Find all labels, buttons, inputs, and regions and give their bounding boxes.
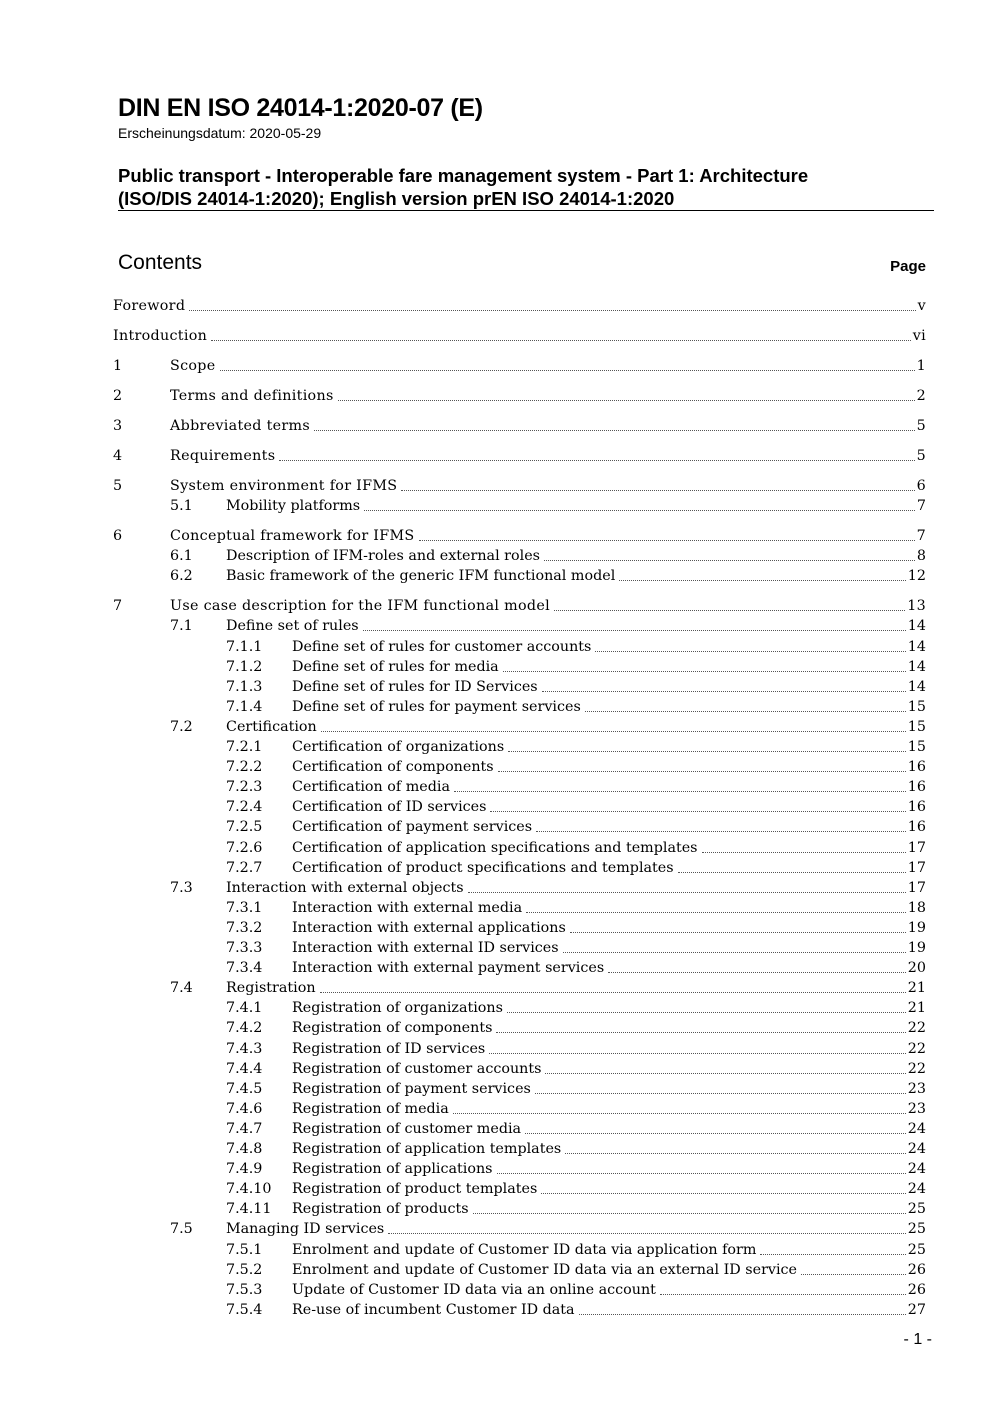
toc-entry[interactable] (0, 446, 992, 466)
toc-leader-dots (678, 871, 906, 873)
toc-entry-title: Terms and definitions (170, 388, 334, 404)
toc-entry-title: Define set of rules for payment services (292, 698, 581, 715)
toc-entry[interactable] (0, 1139, 992, 1159)
toc-entry-title: Certification of application specifications and templates (292, 839, 698, 856)
toc-entry[interactable] (0, 757, 992, 777)
toc-entry-number: 5 (113, 478, 123, 494)
toc-leader-dots (801, 1273, 906, 1275)
toc-entry[interactable] (0, 1018, 992, 1038)
toc-entry-page: vi (912, 328, 926, 344)
toc-leader-dots (490, 810, 905, 812)
toc-entry-title: Interaction with external media (292, 899, 523, 916)
toc-entry-title: Certification of organizations (292, 739, 505, 755)
toc-entry[interactable] (0, 546, 992, 566)
toc-entry-page: 16 (907, 779, 926, 796)
toc-leader-dots (363, 629, 906, 631)
toc-entry-title: Registration of payment services (292, 1080, 531, 1097)
toc-entry[interactable] (0, 596, 992, 616)
toc-entry-page: 25 (907, 1221, 926, 1238)
toc-entry-title: Update of Customer ID data via an online account (292, 1281, 656, 1298)
toc-entry-number: 7.1.4 (226, 698, 263, 715)
toc-entry-number: 7.4.1 (226, 1000, 263, 1017)
toc-entry-page: 5 (916, 448, 926, 464)
toc-entry-number: 5.1 (170, 498, 193, 515)
toc-entry[interactable] (0, 1059, 992, 1079)
toc-entry-page: 27 (907, 1301, 926, 1318)
toc-leader-dots (320, 991, 906, 993)
toc-entry-number: 7.4.2 (226, 1020, 263, 1037)
toc-entry-title: System environment for IFMS (170, 478, 398, 494)
toc-entry-title: Interaction with external payment services (292, 960, 605, 977)
toc-entry-title: Certification of media (292, 779, 451, 796)
toc-leader-dots (503, 670, 906, 672)
toc-entry-number: 7.2.2 (226, 759, 263, 776)
toc-entry[interactable] (0, 898, 992, 918)
toc-entry-title: Registration of ID services (292, 1040, 486, 1057)
toc-entry-number: 7.2.4 (226, 799, 263, 816)
toc-entry[interactable] (0, 356, 992, 376)
toc-entry-page: 26 (907, 1261, 926, 1278)
toc-entry-title: Certification of product specifications and templates (292, 859, 674, 876)
toc-entry-page: 23 (907, 1100, 926, 1117)
toc-leader-dots (541, 1192, 905, 1194)
toc-leader-dots (579, 1313, 906, 1315)
toc-entry-number: 7.2.5 (226, 819, 263, 836)
toc-entry-title: Description of IFM-roles and external roles (226, 548, 540, 565)
toc-entry-page: 7 (916, 498, 926, 515)
toc-leader-dots (608, 971, 906, 973)
toc-entry-number: 6 (113, 528, 123, 545)
toc-leader-dots (496, 1031, 905, 1033)
toc-entry-number: 7.5 (170, 1221, 193, 1238)
page-column-heading: Page (890, 258, 926, 275)
toc-entry[interactable] (0, 1260, 992, 1280)
toc-leader-dots (453, 1112, 906, 1114)
toc-leader-dots (760, 1253, 905, 1255)
toc-entry-title: Abbreviated terms (170, 418, 311, 434)
toc-entry-number: 7.4.11 (226, 1201, 272, 1218)
toc-entry-title: Conceptual framework for IFMS (170, 528, 415, 545)
toc-entry-title: Registration of applications (292, 1161, 493, 1178)
toc-entry[interactable] (0, 326, 992, 346)
toc-entry[interactable] (0, 737, 992, 757)
toc-entry[interactable] (0, 416, 992, 436)
toc-entry-number: 7.4.7 (226, 1120, 263, 1137)
toc-entry-title: Interaction with external applications (292, 919, 566, 936)
toc-entry-title: Registration of products (292, 1201, 469, 1218)
toc-entry-title: Mobility platforms (226, 498, 361, 515)
toc-entry[interactable] (0, 1280, 992, 1300)
toc-entry-title: Scope (170, 358, 216, 374)
toc-leader-dots (536, 830, 906, 832)
toc-entry-title: Re-use of incumbent Customer ID data (292, 1301, 575, 1318)
document-title-line1: Public transport - Interoperable fare management system - Part 1: Architecture (118, 165, 809, 186)
toc-entry[interactable] (0, 1240, 992, 1260)
toc-entry-page: 2 (916, 388, 926, 404)
toc-entry-page: 16 (907, 799, 926, 816)
toc-entry[interactable] (0, 958, 992, 978)
toc-entry-number: 7.4.3 (226, 1040, 263, 1057)
toc-entry-title: Requirements (170, 448, 276, 464)
toc-entry-number: 4 (113, 448, 123, 464)
toc-leader-dots (507, 1011, 906, 1013)
toc-leader-dots (489, 1052, 906, 1054)
toc-entry[interactable] (0, 858, 992, 878)
toc-entry-page: 24 (907, 1161, 926, 1178)
toc-entry-page: 24 (907, 1120, 926, 1137)
toc-entry-page: 1 (916, 358, 926, 374)
toc-entry-title: Certification of payment services (292, 819, 533, 836)
toc-entry-page: 12 (907, 568, 926, 585)
toc-leader-dots (279, 459, 914, 461)
toc-entry[interactable] (0, 697, 992, 717)
toc-entry-page: 19 (907, 940, 926, 956)
toc-entry[interactable] (0, 938, 992, 958)
toc-entry-number: 7.3.3 (226, 940, 263, 956)
toc-entry[interactable] (0, 1199, 992, 1219)
toc-leader-dots (508, 750, 906, 752)
toc-entry-page: 17 (907, 859, 926, 876)
toc-entry-page: v (917, 298, 926, 314)
toc-entry-number: 7.1.3 (226, 678, 263, 695)
toc-entry-page: 25 (907, 1201, 926, 1218)
toc-leader-dots (401, 489, 914, 491)
toc-leader-dots (544, 559, 915, 561)
toc-entry-title: Introduction (113, 328, 208, 344)
toc-leader-dots (585, 710, 906, 712)
toc-entry-number: 7.5.2 (226, 1261, 263, 1278)
toc-entry[interactable] (0, 1119, 992, 1139)
toc-entry[interactable] (0, 878, 992, 898)
toc-entry[interactable] (0, 777, 992, 797)
toc-entry-page: 15 (907, 739, 926, 755)
toc-entry[interactable] (0, 1039, 992, 1059)
toc-entry[interactable] (0, 1179, 992, 1199)
toc-entry[interactable] (0, 838, 992, 858)
toc-leader-dots (338, 399, 915, 401)
toc-entry-page: 13 (907, 598, 926, 615)
toc-entry-title: Registration of organizations (292, 1000, 503, 1017)
toc-entry[interactable] (0, 717, 992, 737)
toc-entry[interactable] (0, 1079, 992, 1099)
toc-entry-page: 21 (907, 1000, 926, 1017)
toc-entry-number: 6.2 (170, 568, 193, 585)
toc-leader-dots (542, 690, 906, 692)
toc-leader-dots (468, 891, 906, 893)
toc-entry-number: 7 (113, 598, 123, 615)
toc-entry-page: 25 (907, 1241, 926, 1258)
toc-entry-number: 7.4.6 (226, 1100, 263, 1117)
toc-entry-page: 24 (907, 1181, 926, 1198)
toc-entry-page: 21 (907, 980, 926, 997)
toc-entry-number: 7.5.3 (226, 1281, 263, 1298)
toc-entry-number: 7.3.4 (226, 960, 263, 977)
toc-entry-number: 7.4.8 (226, 1141, 263, 1157)
toc-entry-number: 7.3.2 (226, 919, 263, 936)
toc-entry[interactable] (0, 677, 992, 697)
document-title-line2: (ISO/DIS 24014-1:2020); English version prEN ISO 24014-1:2020 (118, 188, 675, 209)
toc-leader-dots (419, 539, 915, 541)
toc-entry-number: 7.2.6 (226, 839, 263, 856)
document-title (118, 164, 934, 210)
page-number: - 1 - (903, 1331, 932, 1348)
toc-entry-title: Foreword (113, 298, 186, 314)
toc-entry-number: 7.1 (170, 618, 193, 635)
toc-leader-dots (314, 429, 915, 431)
toc-leader-dots (570, 931, 906, 933)
toc-entry-page: 20 (907, 960, 926, 977)
toc-entry[interactable] (0, 1159, 992, 1179)
toc-entry[interactable] (0, 296, 992, 316)
toc-entry-page: 24 (907, 1141, 926, 1157)
toc-entry-page: 6 (916, 478, 926, 494)
toc-entry-page: 14 (907, 658, 926, 675)
title-divider (118, 210, 934, 211)
toc-entry-page: 8 (916, 548, 926, 565)
toc-entry-title: Define set of rules for ID Services (292, 678, 538, 695)
toc-entry-number: 7.3 (170, 879, 193, 896)
toc-entry[interactable] (0, 496, 992, 516)
toc-entry-page: 26 (907, 1281, 926, 1298)
toc-entry-title: Interaction with external ID services (292, 940, 559, 956)
toc-entry-page: 17 (907, 879, 926, 896)
toc-entry-page: 14 (907, 618, 926, 635)
toc-entry-number: 3 (113, 418, 123, 434)
toc-leader-dots (473, 1212, 906, 1214)
toc-entry-page: 22 (907, 1040, 926, 1057)
toc-entry-number: 7.2 (170, 718, 193, 735)
toc-leader-dots (595, 650, 905, 652)
toc-entry-number: 1 (113, 358, 123, 374)
toc-entry[interactable] (0, 476, 992, 496)
toc-entry-page: 14 (907, 638, 926, 655)
toc-entry[interactable] (0, 386, 992, 406)
toc-entry-number: 7.4.5 (226, 1080, 263, 1097)
toc-entry-page: 14 (907, 678, 926, 695)
toc-entry-number: 7.4.9 (226, 1161, 263, 1178)
toc-leader-dots (364, 509, 915, 511)
toc-entry-number: 7.3.1 (226, 899, 263, 916)
toc-entry[interactable] (0, 817, 992, 837)
toc-entry-page: 19 (907, 919, 926, 936)
toc-entry-page: 5 (916, 418, 926, 434)
toc-entry[interactable] (0, 616, 992, 636)
toc-entry-number: 7.4.10 (226, 1181, 272, 1198)
toc-leader-dots (498, 770, 906, 772)
toc-entry[interactable] (0, 998, 992, 1018)
toc-entry-number: 7.1.1 (226, 638, 263, 655)
toc-entry-page: 18 (907, 899, 926, 916)
toc-entry-page: 7 (916, 528, 926, 545)
toc-entry[interactable] (0, 566, 992, 586)
document-id: DIN EN ISO 24014-1:2020-07 (E) (118, 94, 483, 122)
toc-entry-page: 15 (907, 718, 926, 735)
toc-entry-title: Registration of media (292, 1100, 449, 1117)
toc-entry-page: 15 (907, 698, 926, 715)
toc-entry-page: 17 (907, 839, 926, 856)
toc-entry-title: Define set of rules for customer accounts (292, 638, 592, 655)
toc-entry-number: 6.1 (170, 548, 193, 565)
toc-leader-dots (497, 1172, 906, 1174)
toc-entry-title: Use case description for the IFM functional model (170, 598, 550, 615)
toc-leader-dots (220, 369, 915, 371)
toc-entry-page: 16 (907, 819, 926, 836)
toc-entry-page: 22 (907, 1060, 926, 1077)
toc-entry-number: 7.4 (170, 980, 193, 997)
toc-entry-number: 7.5.4 (226, 1301, 263, 1318)
toc-entry[interactable] (0, 1219, 992, 1239)
toc-entry-title: Registration of components (292, 1020, 493, 1037)
toc-entry-title: Certification (226, 718, 317, 735)
toc-entry-title: Managing ID services (226, 1221, 385, 1238)
toc-entry[interactable] (0, 657, 992, 677)
toc-entry-title: Registration of customer media (292, 1120, 522, 1137)
toc-leader-dots (619, 579, 906, 581)
toc-leader-dots (454, 790, 906, 792)
toc-entry-page: 23 (907, 1080, 926, 1097)
toc-entry[interactable] (0, 797, 992, 817)
toc-entry-title: Registration (226, 980, 316, 997)
toc-entry-title: Enrolment and update of Customer ID data via an external ID service (292, 1261, 798, 1278)
toc-entry-number: 7.2.7 (226, 859, 263, 876)
toc-entry-number: 7.5.1 (226, 1241, 263, 1258)
toc-entry-number: 2 (113, 388, 123, 404)
toc-leader-dots (526, 911, 906, 913)
toc-leader-dots (525, 1132, 906, 1134)
toc-entry[interactable] (0, 978, 992, 998)
toc-leader-dots (321, 730, 906, 732)
toc-entry-number: 7.2.1 (226, 739, 263, 755)
toc-entry-page: 16 (907, 759, 926, 776)
toc-entry[interactable] (0, 1300, 992, 1320)
toc-entry[interactable] (0, 637, 992, 657)
publication-date: Erscheinungsdatum: 2020-05-29 (118, 125, 322, 141)
toc-entry-title: Registration of customer accounts (292, 1060, 542, 1077)
toc-entry-page: 22 (907, 1020, 926, 1037)
toc-entry-title: Certification of components (292, 759, 494, 776)
toc-entry-title: Define set of rules (226, 618, 359, 635)
toc-leader-dots (388, 1232, 906, 1234)
toc-entry-number: 7.1.2 (226, 658, 263, 675)
toc-entry-title: Registration of application templates (292, 1141, 562, 1157)
toc-leader-dots (545, 1072, 905, 1074)
toc-entry-number: 7.4.4 (226, 1060, 263, 1077)
toc-entry-title: Registration of product templates (292, 1181, 538, 1198)
toc-leader-dots (563, 951, 906, 953)
toc-leader-dots (565, 1152, 906, 1154)
toc-entry-title: Interaction with external objects (226, 879, 464, 896)
toc-leader-dots (535, 1092, 906, 1094)
toc-leader-dots (211, 339, 911, 341)
toc-entry-title: Define set of rules for media (292, 658, 499, 675)
toc-entry-title: Basic framework of the generic IFM functional model (226, 568, 616, 585)
toc-entry[interactable] (0, 526, 992, 546)
toc-entry[interactable] (0, 1099, 992, 1119)
toc-entry[interactable] (0, 918, 992, 938)
contents-heading: Contents (118, 251, 203, 274)
toc-leader-dots (554, 609, 905, 611)
toc-leader-dots (702, 851, 906, 853)
toc-entry-title: Certification of ID services (292, 799, 487, 816)
toc-leader-dots (660, 1293, 906, 1295)
toc-leader-dots (189, 309, 915, 311)
toc-entry-number: 7.2.3 (226, 779, 263, 796)
toc-entry-title: Enrolment and update of Customer ID data via application form (292, 1241, 757, 1258)
